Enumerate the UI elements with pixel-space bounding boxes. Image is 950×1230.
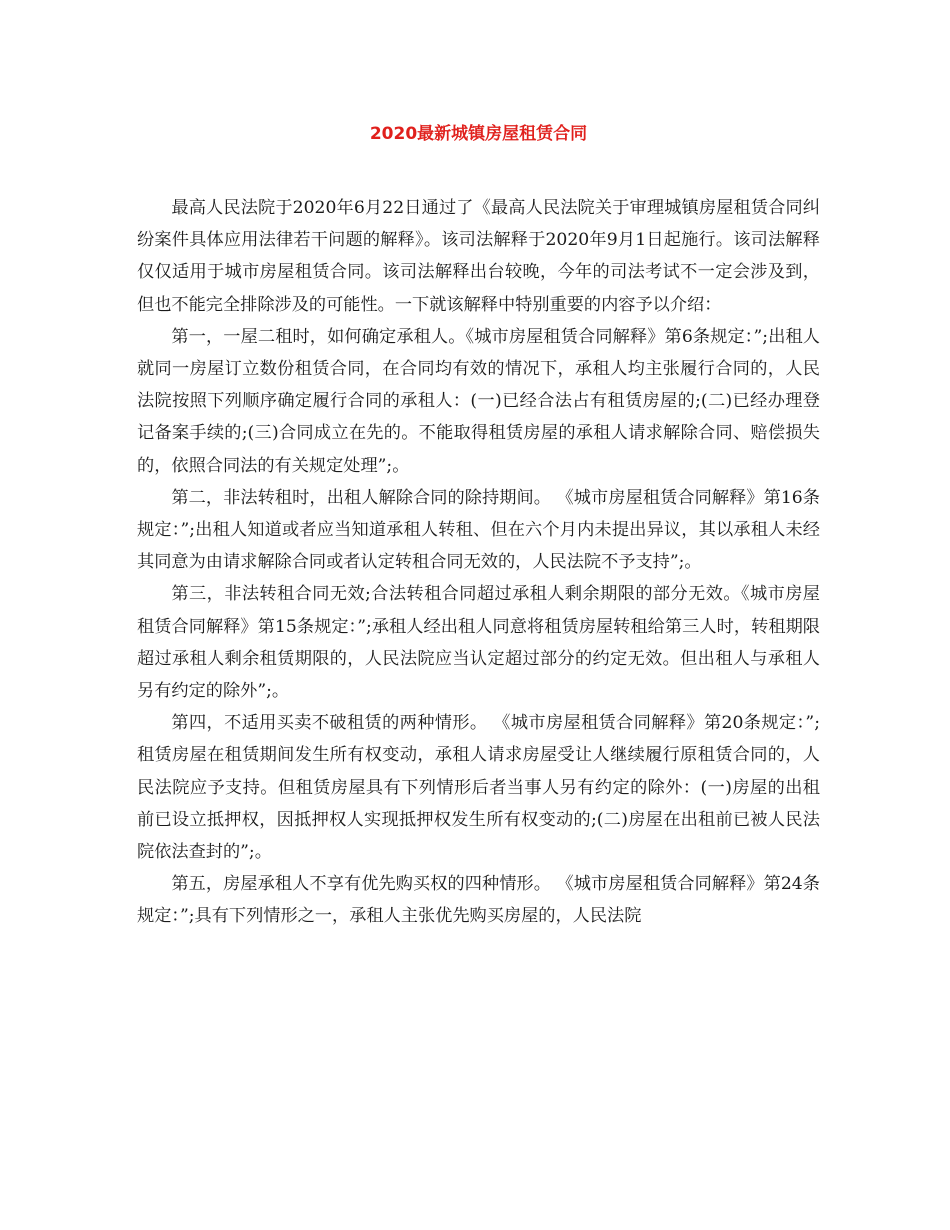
paragraph-fourth: 第四，不适用买卖不破租赁的两种情形。 《城市房屋租赁合同解释》第20条规定：”;租赁房屋在租赁期间发生所有权变动，承租人请求房屋受让人继续履行原租赁合同的，人民法院应予支持。但租赁房屋具有下列情形后者当事人另有约定的除外：(一)房屋的出租前已设立抵押权，因抵押权人实现抵押权发生所有权变动的;(二)房屋在出租前已被人民法院依法查封的”;。: [137, 713, 820, 863]
paragraph-intro: 最高人民法院于2020年6月22日通过了《最高人民法院关于审理城镇房屋租赁合同纠纷案件具体应用法律若干问题的解释》。该司法解释于2020年9月1日起施行。该司法解释仅仅适用于城市房屋租赁合同。该司法解释出台较晚，今年的司法考试不一定会涉及到，但也不能完全排除涉及的可能性。一下就该解释中特别重要的内容予以介绍：: [137, 198, 820, 315]
paragraph-fifth: 第五，房屋承租人不享有优先购买权的四种情形。 《城市房屋租赁合同解释》第24条规定：”;具有下列情形之一，承租人主张优先购买房屋的，人民法院: [137, 874, 820, 927]
paragraph-second: 第二，非法转租时，出租人解除合同的除持期间。 《城市房屋租赁合同解释》第16条规定：”;出租人知道或者应当知道承租人转租、但在六个月内未提出异议，其以承租人未经其同意为由请求解除合同或者认定转租合同无效的，人民法院不予支持”;。: [137, 487, 820, 573]
document-body: [137, 192, 820, 933]
document-title: 2020最新城镇房屋租赁合同: [369, 124, 588, 144]
paragraph-first: 第一，一屋二租时，如何确定承租人。《城市房屋租赁合同解释》第6条规定：”;出租人就同一房屋订立数份租赁合同，在合同均有效的情况下，承租人均主张履行合同的，人民法院按照下列顺序确定履行合同的承租人：(一)已经合法占有租赁房屋的;(二)已经办理登记备案手续的;(三)合同成立在先的。不能取得租赁房屋的承租人请求解除合同、赔偿损失的，依照合同法的有关规定处理”;。: [137, 326, 820, 476]
paragraph-third: 第三，非法转租合同无效;合法转租合同超过承租人剩余期限的部分无效。《城市房屋租赁合同解释》第15条规定：”;承租人经出租人同意将租赁房屋转租给第三人时，转租期限超过承租人剩余租赁期限的，人民法院应当认定超过部分的约定无效。但出租人与承租人另有约定的除外”;。: [137, 584, 820, 702]
